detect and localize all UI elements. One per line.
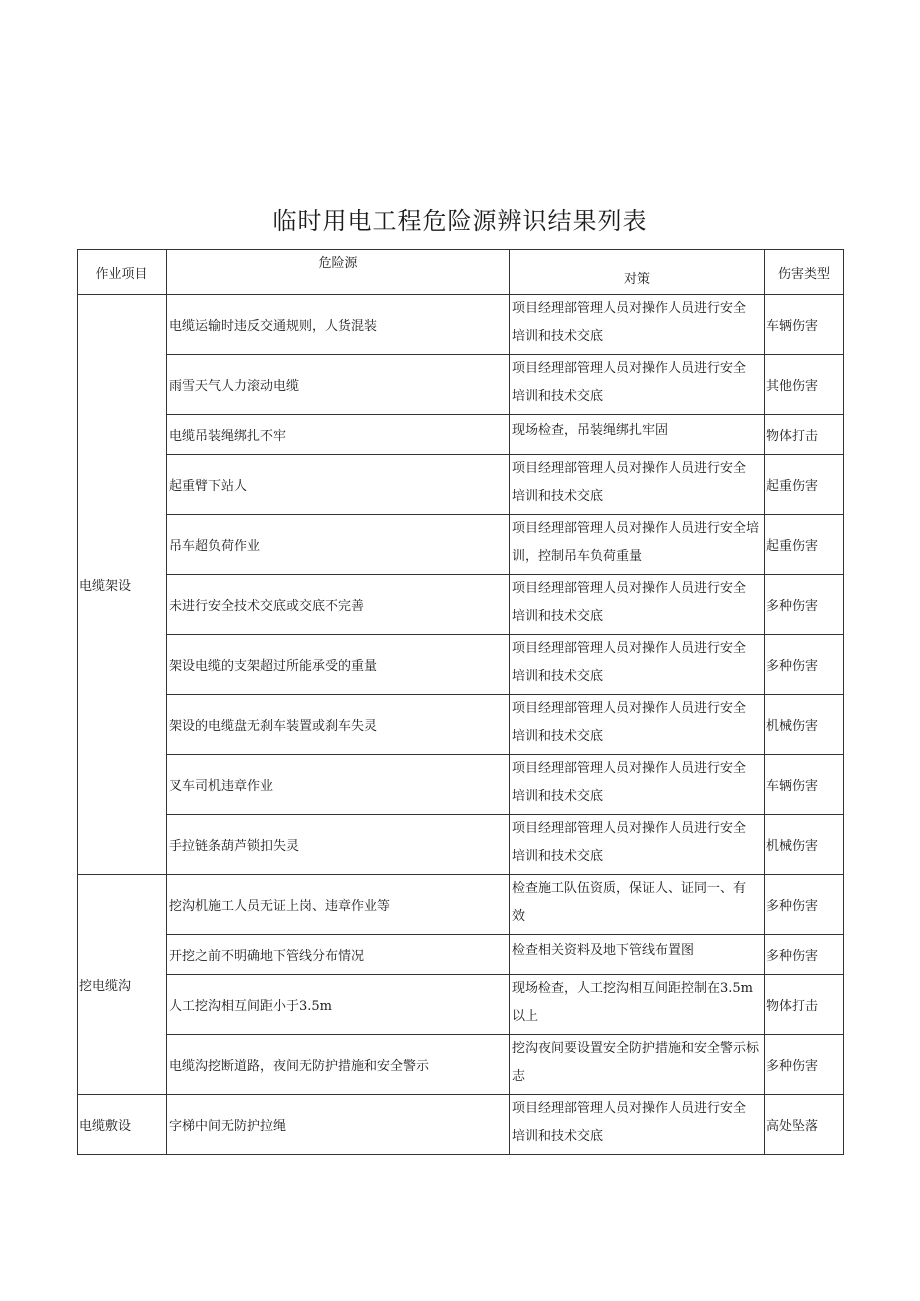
table-row [78,1095,844,1155]
measure-line: 挖沟夜间要设置安全防护措施和安全警示标 [512,1041,760,1056]
table-row [78,295,844,355]
table-row [78,575,844,635]
measure-cell [510,415,765,455]
page-title: 临时用电工程危险源辨识结果列表 [272,207,648,235]
measure-cell [510,575,765,635]
hazard-cell: 挖沟机施工人员无证上岗、违章作业等 [167,875,510,935]
harm-type-cell: 车辆伤害 [765,755,844,815]
table-row [78,975,844,1035]
harm-type-cell: 物体打击 [765,975,844,1035]
harm-type-cell: 物体打击 [765,415,844,455]
hazard-cell: 吊车超负荷作业 [167,515,510,575]
harm-type-cell: 其他伤害 [765,355,844,415]
measure-line: 项目经理部管理人员对操作人员进行安全 [512,581,747,596]
measure-cell [510,635,765,695]
header-harm: 伤害类型 [765,250,844,295]
hazard-cell: 开挖之前不明确地下管线分布情况 [167,935,510,975]
measure-line: 志 [512,1069,526,1084]
measure-line: 培训和技术交底 [512,329,604,344]
measure-cell [510,1035,765,1095]
measure-line: 现场检查，吊装绳绑扎牢固 [512,423,669,438]
table-row [78,695,844,755]
measure-line: 现场检查，人工挖沟相互间距控制在3.5m [512,981,754,996]
harm-type-cell: 多种伤害 [765,935,844,975]
table-row [78,815,844,875]
measure-cell [510,1095,765,1155]
measure-cell [510,755,765,815]
harm-type-cell: 多种伤害 [765,575,844,635]
table-row [78,515,844,575]
harm-type-cell: 起重伤害 [765,455,844,515]
measure-line: 培训和技术交底 [512,669,604,684]
measure-cell [510,935,765,975]
table-header-row [78,250,844,295]
measure-line: 培训和技术交底 [512,729,604,744]
measure-line: 项目经理部管理人员对操作人员进行安全 [512,461,747,476]
hazard-cell: 雨雪天气人力滚动电缆 [167,355,510,415]
measure-cell [510,695,765,755]
measure-line: 检查施工队伍资质，保证人、证同一、有 [512,881,747,896]
measure-line: 项目经理部管理人员对操作人员进行安全 [512,761,747,776]
harm-type-cell: 起重伤害 [765,515,844,575]
hazard-cell: 电缆运输时违反交通规则，人货混装 [167,295,510,355]
category-cell: 电缆敷设 [78,1095,167,1155]
measure-line: 项目经理部管理人员对操作人员进行安全 [512,821,747,836]
hazard-cell: 手拉链条葫芦锁扣失灵 [167,815,510,875]
measure-cell [510,515,765,575]
measure-line: 培训和技术交底 [512,789,604,804]
measure-line: 项目经理部管理人员对操作人员进行安全 [512,641,747,656]
table-row [78,935,844,975]
table-row [78,635,844,695]
hazard-cell: 起重臂下站人 [167,455,510,515]
table-row [78,355,844,415]
hazard-cell: 电缆吊装绳绑扎不牢 [167,415,510,455]
measure-line: 项目经理部管理人员对操作人员进行安全培 [512,521,760,536]
measure-line: 项目经理部管理人员对操作人员进行安全 [512,361,747,376]
table-row [78,1035,844,1095]
table-body [78,295,844,1155]
measure-line: 培训和技术交底 [512,1129,604,1144]
measure-line: 以上 [512,1009,539,1024]
hazard-cell: 架设的电缆盘无刹车装置或刹车失灵 [167,695,510,755]
category-cell: 电缆架设 [78,295,167,875]
harm-type-cell: 机械伤害 [765,695,844,755]
measure-cell [510,455,765,515]
measure-line: 培训和技术交底 [512,849,604,864]
table-row [78,755,844,815]
measure-line: 项目经理部管理人员对操作人员进行安全 [512,1101,747,1116]
harm-type-cell: 多种伤害 [765,875,844,935]
measure-cell [510,875,765,935]
harm-type-cell: 多种伤害 [765,1035,844,1095]
hazard-cell: 架设电缆的支架超过所能承受的重量 [167,635,510,695]
measure-line: 项目经理部管理人员对操作人员进行安全 [512,701,747,716]
measure-line: 培训和技术交底 [512,489,604,504]
harm-type-cell: 高处坠落 [765,1095,844,1155]
measure-cell [510,815,765,875]
measure-line: 检查相关资料及地下管线布置图 [512,943,695,958]
measure-line: 培训和技术交底 [512,389,604,404]
measure-cell [510,975,765,1035]
table-row [78,415,844,455]
header-category: 作业项目 [78,250,167,295]
measure-cell [510,355,765,415]
hazard-cell: 未进行安全技术交底或交底不完善 [167,575,510,635]
header-hazard: 危险源 [167,250,510,295]
harm-type-cell: 多种伤害 [765,635,844,695]
measure-line: 训，控制吊车负荷重量 [512,549,643,564]
table-row [78,455,844,515]
hazard-cell: 人工挖沟相互间距小于3.5m [167,975,510,1035]
header-measure: 对策 [510,250,765,295]
harm-type-cell: 车辆伤害 [765,295,844,355]
hazard-table [77,249,844,1155]
hazard-cell: 叉车司机违章作业 [167,755,510,815]
category-cell: 挖电缆沟 [78,875,167,1095]
table-row [78,875,844,935]
harm-type-cell: 机械伤害 [765,815,844,875]
measure-line: 培训和技术交底 [512,609,604,624]
measure-line: 效 [512,909,526,924]
measure-cell [510,295,765,355]
hazard-cell: 电缆沟挖断道路，夜间无防护措施和安全警示 [167,1035,510,1095]
measure-line: 项目经理部管理人员对操作人员进行安全 [512,301,747,316]
hazard-cell: 字梯中间无防护拉绳 [167,1095,510,1155]
